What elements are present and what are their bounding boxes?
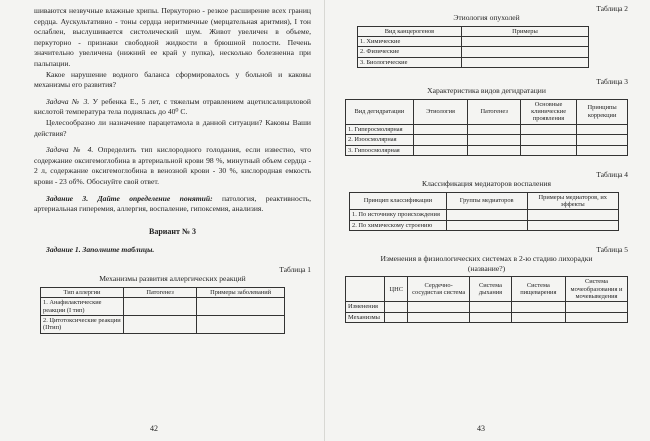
table-3-caption: Характеристика видов дегидратации: [427, 86, 546, 96]
table-cell[interactable]: [413, 135, 468, 145]
table-cell[interactable]: [565, 302, 627, 312]
table-cell[interactable]: [527, 210, 618, 220]
table-5-header: Сердечно-сосудистая система: [408, 277, 470, 302]
task-3-text: У ребенка Е., 5 лет, с тяжелым отравлением ацетилсалициловой кислотой температура тела поднялась до 40⁰ С.: [34, 96, 311, 117]
table-cell[interactable]: [470, 302, 511, 312]
assignment-3: [34, 194, 311, 215]
table-4-number: Таблица 4: [596, 170, 628, 180]
table-5-header: Система дыхания: [470, 277, 511, 302]
table-2: [357, 26, 589, 69]
table-cell[interactable]: [577, 124, 628, 134]
table-cell[interactable]: [565, 312, 627, 322]
table-cell[interactable]: [413, 145, 468, 155]
table-1-caption: Механизмы развития аллергических реакций: [99, 274, 246, 284]
table-cell[interactable]: [577, 145, 628, 155]
table-4-header: Принцип классификации: [350, 192, 447, 210]
table-2-row-label: 1. Химические: [358, 36, 462, 46]
table-cell[interactable]: [520, 145, 576, 155]
table-cell[interactable]: [408, 312, 470, 322]
table-cell[interactable]: [197, 298, 285, 316]
table-4-header: Группы медиаторов: [446, 192, 527, 210]
table-cell[interactable]: [461, 57, 588, 67]
table-5-caption: Изменения в физиологических системах в 2-ю стадию лихорадки (название?): [380, 254, 593, 273]
table-1-row-label: 2. Цитотоксические реакции (IIтип): [41, 316, 124, 334]
table-cell[interactable]: [197, 316, 285, 334]
table-cell[interactable]: [446, 210, 527, 220]
table-5-header: ЦНС: [385, 277, 408, 302]
table-cell[interactable]: [385, 312, 408, 322]
table-4-header: Примеры медиаторов, их эффекты: [527, 192, 618, 210]
table-5-row-label: Изменения: [346, 302, 385, 312]
table-3-number: Таблица 3: [596, 77, 628, 87]
task-3-label: Задача № 3.: [46, 96, 90, 106]
task-4-label: Задача № 4.: [46, 145, 94, 155]
table-cell[interactable]: [408, 302, 470, 312]
table-2-row-label: 3. Биологические: [358, 57, 462, 67]
task-3: [34, 97, 311, 118]
case-question: Какое нарушение водного баланса сформировалось у больной и каковы механизмы его развития?: [34, 69, 311, 90]
table-cell[interactable]: [520, 124, 576, 134]
table-1-header: Тип аллергии: [41, 287, 124, 297]
case-description: шиваются незвучные влажные хрипы. Перкуторно - резкое расширение всех границ сердца. Аускультативно - тоны сердца неритмичные (мерцательная аритмия), I тон ослаблен, выслушивается систолический шум. Живот увеличен в объеме, перкуторно - признаки свободной жидкости в брюшной полости. Печень значительно увеличена (нижний ее край у пупка), несколько болезненна при пальпации.: [34, 6, 311, 68]
table-cell[interactable]: [468, 135, 520, 145]
table-cell[interactable]: [470, 312, 511, 322]
task-3-question: Целесообразно ли назначение парацетамола в данной ситуации? Каковы Ваши действия?: [34, 117, 311, 138]
task-4-text: Определить тип кислородного голодания, если известно, что содержание оксигемоглобина в артериальной крови 98 %, минутный объем сердца - 2 л, содержание оксигемоглобина в венозной крови - 30 %, кислородная емкость крови - 23 об%. Обоснуйте свой ответ.: [34, 145, 311, 186]
table-4-row-label: 1. По источнику происхождения: [350, 210, 447, 220]
variant-heading: Вариант № 3: [149, 226, 196, 236]
table-3-header: Вид дегидратации: [346, 99, 414, 124]
table-cell[interactable]: [520, 135, 576, 145]
table-5-header: Система мочеобразования и мочевыведения: [565, 277, 627, 302]
table-cell[interactable]: [577, 135, 628, 145]
table-2-number: Таблица 2: [596, 4, 628, 13]
table-cell[interactable]: [446, 220, 527, 230]
table-cell[interactable]: [461, 47, 588, 57]
table-3-header: Основные клинические проявления: [520, 99, 576, 124]
table-cell[interactable]: [468, 124, 520, 134]
assignment-3-text: патология, реактивность, артериальная гиперемия, аллергия, воспаление, гипоксемия, анализия.: [34, 193, 311, 214]
table-3: [345, 99, 628, 156]
table-1-header: Примеры заболеваний: [197, 287, 285, 297]
table-4-caption: Классификация медиаторов воспаления: [422, 179, 551, 189]
table-2-header: Вид канцерогенов: [358, 26, 462, 36]
table-2-header: Примеры: [461, 26, 588, 36]
table-5-header: [346, 277, 385, 302]
table-cell[interactable]: [511, 312, 565, 322]
page-number-right: 43: [477, 424, 485, 433]
table-3-header: Принципы коррекции: [577, 99, 628, 124]
table-1: [40, 287, 285, 334]
table-3-row-label: 1. Гиперосмолярная: [346, 124, 414, 134]
assignment-3-label: Задание 3. Дайте определение понятий:: [46, 193, 213, 203]
table-cell[interactable]: [461, 36, 588, 46]
table-cell[interactable]: [123, 316, 196, 334]
table-cell[interactable]: [468, 145, 520, 155]
table-cell[interactable]: [413, 124, 468, 134]
table-4-row-label: 2. По химическому строению: [350, 220, 447, 230]
page-number-left: 42: [150, 424, 158, 433]
table-5: [345, 276, 628, 323]
table-3-header: Этиология: [413, 99, 468, 124]
table-cell[interactable]: [511, 302, 565, 312]
table-cell[interactable]: [385, 302, 408, 312]
table-3-row-label: 2. Изоосмолярная: [346, 135, 414, 145]
table-5-row-label: Механизмы: [346, 312, 385, 322]
table-cell[interactable]: [527, 220, 618, 230]
table-1-header: Патогенез: [123, 287, 196, 297]
table-2-caption: Этиология опухолей: [453, 13, 520, 22]
table-3-row-label: 3. Гипоосмолярная: [346, 145, 414, 155]
right-page: [325, 0, 650, 441]
assignment-1: Задание 1. Заполните таблицы.: [46, 244, 155, 254]
table-2-row-label: 2. Физические: [358, 47, 462, 57]
table-5-number: Таблица 5: [596, 245, 628, 255]
table-5-header: Система пищеварения: [511, 277, 565, 302]
table-1-number: Таблица 1: [279, 265, 311, 275]
task-4: [34, 145, 311, 187]
table-4: [349, 192, 619, 232]
table-3-header: Патогенез: [468, 99, 520, 124]
table-cell[interactable]: [123, 298, 196, 316]
table-1-row-label: 1. Анафилактические реакции (I тип): [41, 298, 124, 316]
